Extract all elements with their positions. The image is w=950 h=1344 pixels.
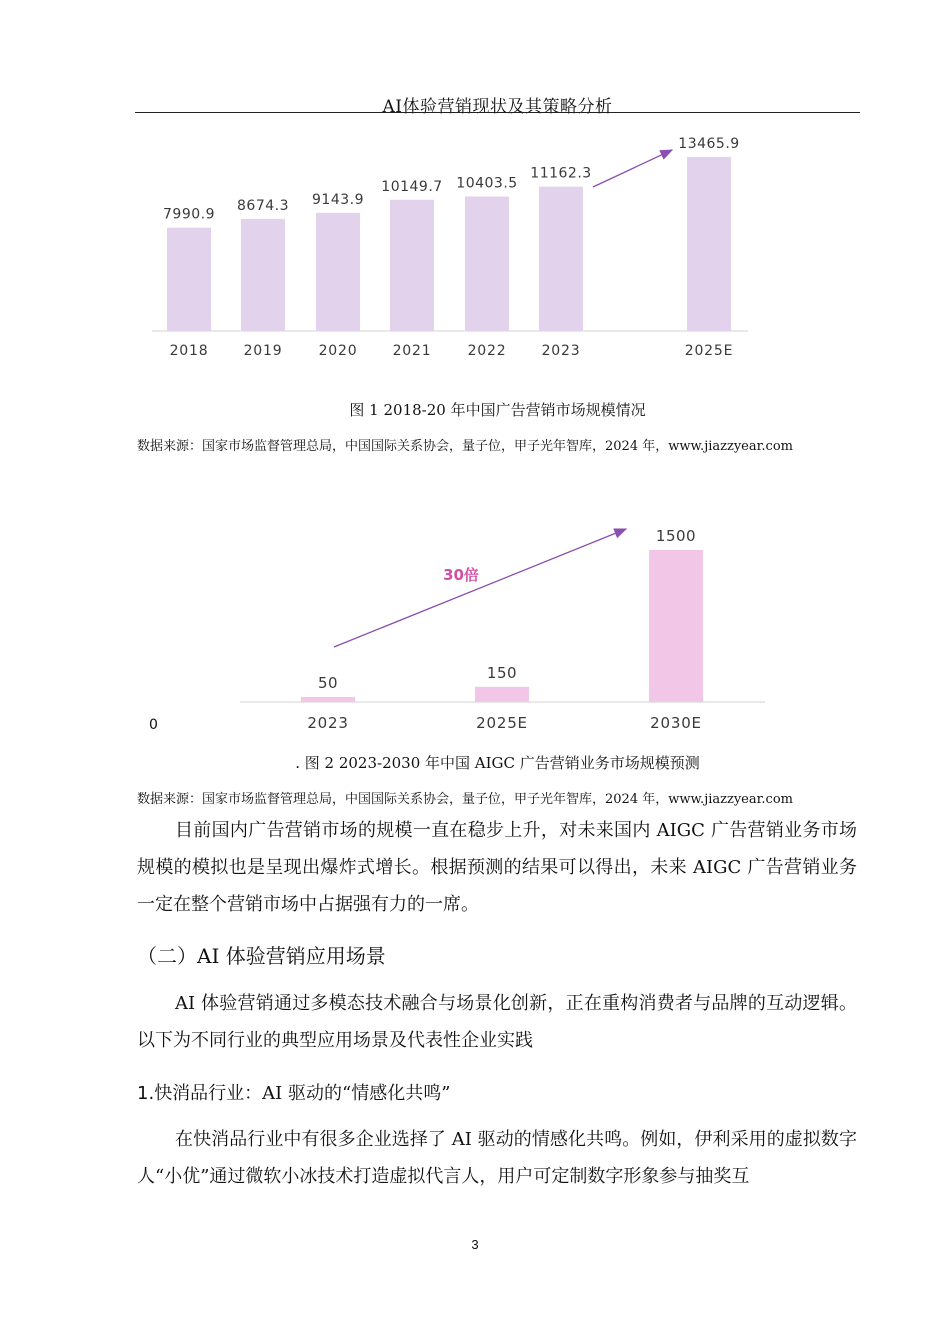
figure1-bar bbox=[390, 200, 434, 331]
figure2-growth-arrow bbox=[334, 529, 626, 647]
paragraph-market-growth: 目前国内广告营销市场的规模一直在稳步上升，对未来国内 AIGC 广告营销业务市场规模的模拟也是呈现出爆炸式增长。根据预测的结果可以得出，未来 AIGC 广告营销业务一定在整个营销市场中占据强有力的一席。 bbox=[137, 820, 857, 915]
subsection-title: 快消品行业：AI 驱动的“情感化共鸣” bbox=[154, 1083, 451, 1104]
figure1-tick-label: 2020 bbox=[318, 343, 358, 359]
subsection-heading-fmcg bbox=[137, 1079, 450, 1105]
figure1-caption: 图 1 2018-20 年中国广告营销市场规模情况 bbox=[349, 401, 646, 419]
paragraph-scenarios-intro: AI 体验营销通过多模态技术融合与场景化创新，正在重构消费者与品牌的互动逻辑。以下为不同行业的典型应用场景及代表性企业实践 bbox=[137, 993, 857, 1051]
figure2-bar bbox=[301, 697, 355, 702]
figure1-tick-label: 2021 bbox=[392, 343, 432, 359]
figure2-chart bbox=[0, 500, 950, 740]
figure2-value-label: 50 bbox=[317, 673, 339, 692]
figure1-tick-label: 2019 bbox=[243, 343, 283, 359]
figure1-value-label: 10403.5 bbox=[456, 175, 518, 192]
figure1-bar bbox=[687, 157, 731, 331]
figure2-stray-label: 0 bbox=[149, 717, 158, 733]
figure1-value-label: 9143.9 bbox=[312, 191, 364, 208]
figure1-source: 数据来源：国家市场监督管理总局，中国国际关系协会，量子位，甲子光年智库，2024 年，www.jiazzyear.com bbox=[137, 439, 793, 454]
figure1-tick-label: 2018 bbox=[169, 343, 209, 359]
figure1-tick-label: 2023 bbox=[541, 343, 581, 359]
figure1-bar bbox=[539, 187, 583, 331]
subsection-number: 1. bbox=[137, 1083, 155, 1104]
figure1-bar bbox=[241, 219, 285, 331]
figure2-caption: . 图 2 2023-2030 年中国 AIGC 广告营销业务市场规模预测 bbox=[295, 754, 700, 772]
figure2-source: 数据来源：国家市场监督管理总局，中国国际关系协会，量子位，甲子光年智库，2024 年，www.jiazzyear.com bbox=[137, 792, 793, 807]
figure2-tick-label: 2030E bbox=[650, 714, 702, 732]
figure2-bar bbox=[649, 550, 703, 702]
figure1-chart bbox=[0, 0, 950, 400]
figure1-bar bbox=[167, 228, 211, 331]
figure1-tick-label: 2022 bbox=[467, 343, 507, 359]
figure1-value-label: 11162.3 bbox=[530, 165, 592, 182]
figure1-bar bbox=[465, 196, 509, 331]
page-header-title: AI体验营销现状及其策略分析 bbox=[382, 97, 613, 117]
figure1-value-label: 7990.9 bbox=[163, 206, 215, 223]
figure2-value-label: 1500 bbox=[655, 527, 697, 545]
page-number: 3 bbox=[471, 1237, 479, 1252]
figure1-value-label: 10149.7 bbox=[381, 178, 443, 195]
figure2-tick-label: 2023 bbox=[307, 714, 349, 732]
figure2-growth-annotation: 30倍 bbox=[443, 566, 479, 584]
figure2-tick-label: 2025E bbox=[476, 714, 528, 732]
figure1-tick-label: 2025E bbox=[684, 343, 734, 359]
section-heading-application-scenarios: （二）AI 体验营销应用场景 bbox=[137, 944, 386, 968]
figure1-value-label: 8674.3 bbox=[237, 197, 289, 214]
figure2-bar bbox=[475, 687, 529, 702]
paragraph-fmcg-example: 在快消品行业中有很多企业选择了 AI 驱动的情感化共鸣。例如，伊利采用的虚拟数字人“小优”通过微软小冰技术打造虚拟代言人，用户可定制数字形象参与抽奖互 bbox=[137, 1129, 857, 1187]
figure1-value-label: 13465.9 bbox=[678, 135, 740, 152]
figure1-growth-arrow bbox=[593, 150, 672, 187]
figure1-bar bbox=[316, 213, 360, 331]
figure2-value-label: 150 bbox=[486, 663, 518, 682]
